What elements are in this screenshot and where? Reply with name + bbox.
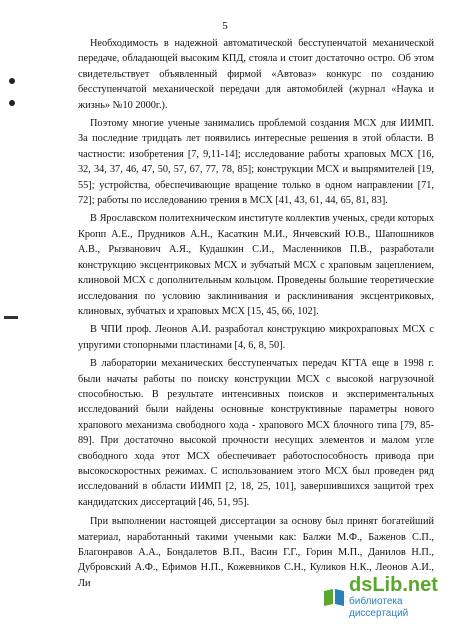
paragraph: При выполнении настоящей диссертации за основу был принят богатейший материал, наработанный такими учеными как: Балжи М.Ф., Баженов С.П., Благонравов А.А., Бондалетов В.П., Васин Г.Г., Горин М.П., Данилов Н.П., Дубровский А.Ф., Ефимов Н.П., Кожевников С.Н., Куликов Н.К., Леонов А.И., Ли xyxy=(78,516,434,589)
paragraph: Необходимость в надежной автоматической бесступенчатой механической передаче, обладающей высоким КПД, стояла и стоит достаточно остро. Об этом свидетельствует объявленный фирмой «Автоваз» конкурс по созданию бесступенчатой механической передачи для автомобилей (журнал «Наука и жизнь» №10 2000г.). xyxy=(78,38,434,111)
binder-hole-mark xyxy=(9,78,15,84)
binder-hole-mark xyxy=(9,100,15,106)
watermark[interactable] xyxy=(322,576,440,618)
paragraph: Поэтому многие ученые занимались проблемой создания МСХ для ИИМП. За последние тридцать лет появились интересные решения в этой области. В частности: изобретения [7, 9,11-14]; исследование работы храповых МСХ [16, 32, 34, 37, 46, 47, 50, 57, 67, 77, 78, 85]; конструкции МСХ и выпрямителей [19, 55]; устройства, обеспечивающие вращение только в одном направлении [71, 72]; работы по исследованию трения в МСХ [41, 43, 61, 44, 65, 81, 83]. xyxy=(78,118,434,207)
margin-scan-mark xyxy=(4,316,18,319)
book-logo-icon xyxy=(322,586,346,608)
page-number: 5 xyxy=(222,20,228,32)
paragraph: В лаборатории механических бесступенчатых передач КГТА еще в 1998 г. были начаты работы по поиску конструкции МСХ с высокой нагрузочной способностью. В результате интенсивных поисков и экспериментальных исследований были найдены основные конструктивные параметры нового храпового механизма свободного хода - храпового МСХ блочного типа [79, 85- 89]. При достаточно высокой прочности несущих элементов и малом угле свободного хода этот МСХ обеспечивает работоспособность привода при высокоскоростных режимах. С использованием этого МСХ был проведен ряд исследований в области ИИМП [2, 18, 25, 101], завершившихся защитой трех кандидатских диссертаций [46, 51, 95]. xyxy=(78,358,434,508)
document-body xyxy=(78,36,434,594)
paragraph: В Ярославском политехническом институте коллектив ученых, среди которых Кропп А.Е., Прудников А.Н., Касаткин М.И., Янчевский Ю.В., Шапошников А.В., Рызванович А.Я., Кудашкин С.И., Масленников П.В., разработали конструкцию эксцентриковых МСХ и зубчатый МСХ с храповым зацеплением, клиновой МСХ с дополнительным кольцом. Проведены большие теоретические исследования по условию заклинивания и расклинивания эксцентриковых, клиновых, зубчатых и храповых МСХ [15, 45, 66, 102]. xyxy=(78,213,434,317)
paragraph: В ЧПИ проф. Леонов А.И. разработал конструкцию микрохраповых МСХ с упругими стопорными пластинами [4, 6, 8, 50]. xyxy=(78,324,434,351)
watermark-brand: dsLib.net xyxy=(349,574,438,596)
watermark-subtitle: библиотека диссертаций xyxy=(349,596,409,619)
